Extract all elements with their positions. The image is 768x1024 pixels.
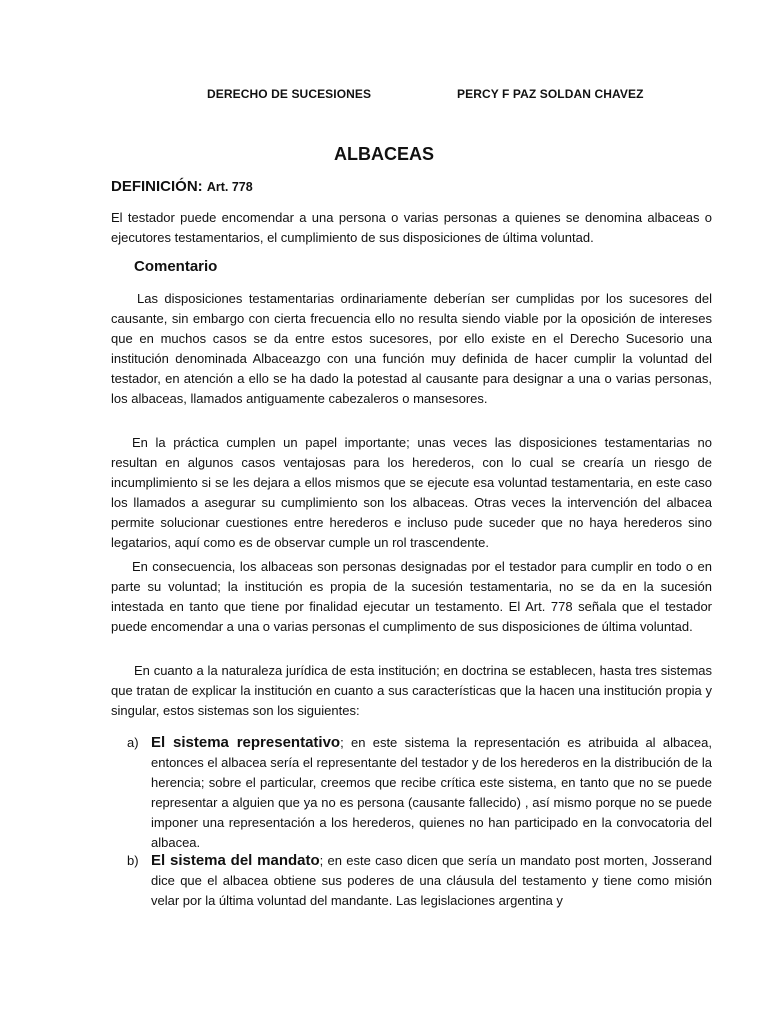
list-item-body	[151, 733, 712, 853]
paragraph-1: Las disposiciones testamentarias ordinariamente deberían ser cumplidas por los sucesores del causante, sin embargo con cierta frecuencia ello no resulta siendo viable por la oposición de intereses que en muchos casos se da entre estos sucesores, por ello existe en el Derecho Sucesorio una institución denominada Albaceazgo con una función muy definida de hacer cumplir la voluntad del testador, en atención a ello se ha dado la potestad al causante para designar a una o varias personas, los albaceas, llamados antiguamente cabezaleros o mansesores.	[111, 291, 712, 406]
definition-article: Art. 778	[206, 180, 253, 194]
paragraph-4: En cuanto a la naturaleza jurídica de esta institución; en doctrina se establecen, hasta tres sistemas que tratan de explicar la institución en cuanto a sus características que la hacen una institución propia y singular, estos sistemas son los siguientes:	[111, 663, 712, 718]
list-marker: b)	[127, 853, 139, 868]
paragraph-3: En consecuencia, los albaceas son personas designadas por el testador para cumplir en todo o en parte su voluntad; la institución es propia de la sucesión testamentaria, no se da en la sucesión intestada en tanto que tiene por finalidad ejecutar un testamento. El Art. 778 señala que el testador puede encomendar a una o varias personas el cumplimento de sus disposiciones de última voluntad.	[111, 559, 712, 634]
list-marker: a)	[127, 735, 139, 750]
header-author-name: PERCY F PAZ SOLDAN CHAVEZ	[457, 87, 644, 101]
paragraph-2: En la práctica cumplen un papel importante; unas veces las disposiciones testamentarias no resultan en algunos casos ventajosas para los herederos, con lo cual se crearía un riesgo de incumplimiento si se les dejara a ellos mismos que se ejecute esa voluntad testamentaria, en este caso los llamados a asegurar su cumplimiento son los albaceas. Otras veces la intervención del albacea permite solucionar cuestiones entre herederos e incluso pude suceder que no haya herederos sino legatarios, aquí como es de observar cumple un rol trascendente.	[111, 435, 712, 550]
header-course-title: DERECHO DE SUCESIONES	[207, 87, 372, 101]
definition-label: DEFINICIÓN:	[111, 178, 203, 195]
list-item-term: El sistema del mandato	[151, 852, 320, 869]
list-item-text: ; en este sistema la representación es atribuida al albacea, entonces el albacea sería el representante del testador y de los herederos en la distribución de la herencia; sobre el particular, creemos que recibe crítica este sistema, en tanto que no se puede representar a alguien que ya no es persona (causante fallecido) , así mismo porque no se puede imponer una representación a los herederos, quienes no han participado en la convocatoria del albacea.	[151, 735, 712, 850]
comment-heading: Comentario	[134, 258, 218, 275]
definition-heading	[111, 178, 253, 195]
list-item-term: El sistema representativo	[151, 734, 341, 751]
list-item-body	[151, 851, 712, 911]
definition-text: El testador puede encomendar a una persona o varias personas a quienes se denomina albaceas o ejecutores testamentarios, el cumplimiento de sus disposiciones de última voluntad.	[111, 210, 712, 245]
list-item-text: ; en este caso dicen que sería un mandato post morten, Josserand dice que el albacea obtiene sus poderes de una cláusula del testamento y tiene como misión velar por la última voluntad del mandante. Las legislaciones argentina y	[151, 853, 712, 908]
document-title: ALBACEAS	[333, 144, 434, 164]
